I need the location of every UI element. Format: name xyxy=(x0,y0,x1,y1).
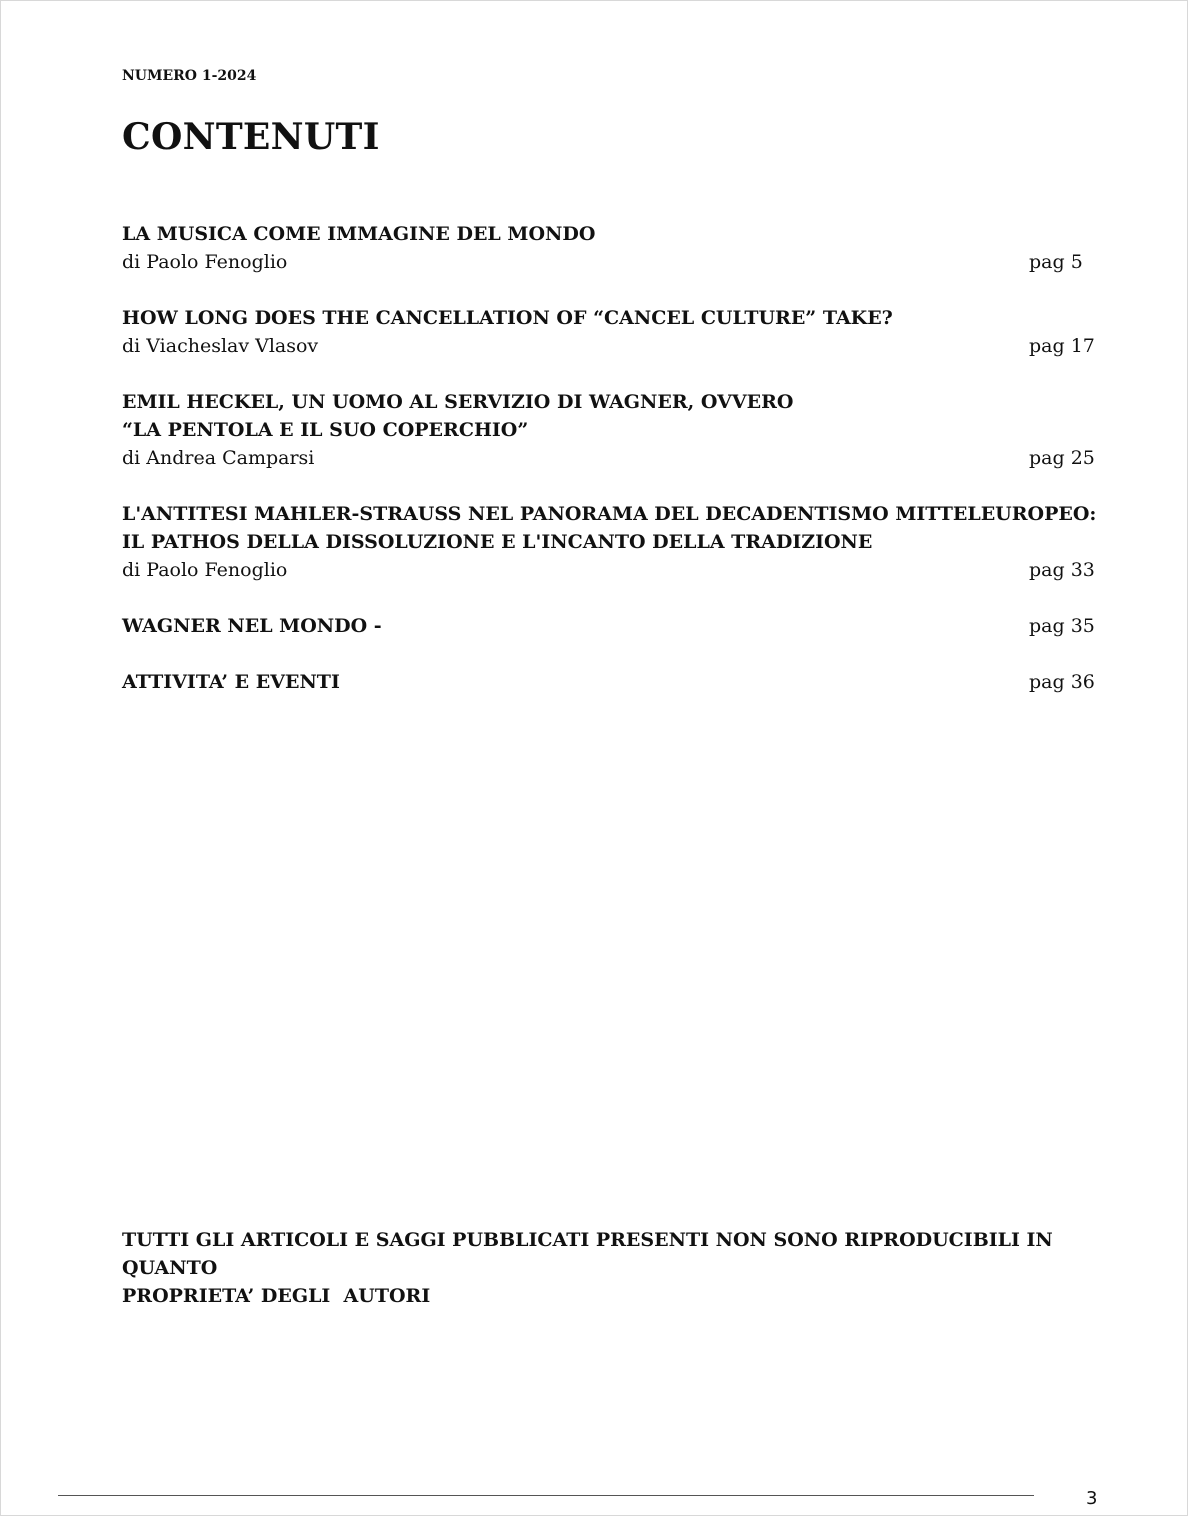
entry-page: pag 25 xyxy=(1029,447,1095,469)
entry-page: pag 36 xyxy=(1029,671,1095,693)
entry-title: EMIL HECKEL, UN UOMO AL SERVIZIO DI WAGNER, OVVERO xyxy=(122,391,794,413)
entry-title: WAGNER NEL MONDO - xyxy=(122,615,382,637)
entry-author: di Viacheslav Vlasov xyxy=(122,335,319,357)
entry-author: di Paolo Fenoglio xyxy=(122,559,288,581)
toc-entry xyxy=(122,500,1097,584)
toc-entry xyxy=(122,388,1095,472)
toc-entry xyxy=(122,668,1095,696)
entry-page: pag 5 xyxy=(1029,251,1083,273)
issue-number: NUMERO 1-2024 xyxy=(122,68,257,84)
entry-title-line-2: “LA PENTOLA E IL SUO COPERCHIO” xyxy=(122,419,529,441)
copyright-notice xyxy=(122,1226,1102,1310)
entry-title-line-2: IL PATHOS DELLA DISSOLUZIONE E L'INCANTO DELLA TRADIZIONE xyxy=(122,531,873,553)
notice-line: PROPRIETA’ DEGLI AUTORI xyxy=(122,1285,431,1307)
notice-line: TUTTI GLI ARTICOLI E SAGGI PUBBLICATI PRESENTI NON SONO RIPRODUCIBILI IN QUANTO xyxy=(122,1229,1053,1279)
entry-title: ATTIVITA’ E EVENTI xyxy=(122,671,340,693)
table-of-contents xyxy=(122,220,1097,724)
footer-divider xyxy=(58,1495,1034,1496)
entry-page: pag 35 xyxy=(1029,615,1095,637)
entry-author: di Paolo Fenoglio xyxy=(122,251,288,273)
page-number: 3 xyxy=(1086,1488,1098,1509)
entry-author: di Andrea Camparsi xyxy=(122,447,315,469)
entry-page: pag 17 xyxy=(1029,335,1095,357)
toc-entry xyxy=(122,612,1095,640)
entry-title: L'ANTITESI MAHLER-STRAUSS NEL PANORAMA DEL DECADENTISMO MITTELEUROPEO: xyxy=(122,503,1097,525)
entry-page: pag 33 xyxy=(1029,559,1095,581)
page-title: CONTENUTI xyxy=(122,116,380,158)
entry-title: HOW LONG DOES THE CANCELLATION OF “CANCEL CULTURE” TAKE? xyxy=(122,307,893,329)
entry-title: LA MUSICA COME IMMAGINE DEL MONDO xyxy=(122,223,596,245)
toc-entry xyxy=(122,304,1095,360)
toc-entry xyxy=(122,220,1090,276)
